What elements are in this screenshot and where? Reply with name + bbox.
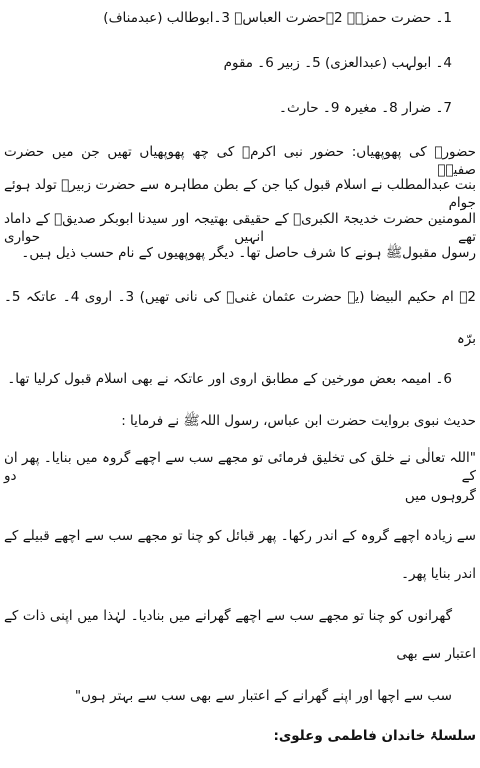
aunts-list-line-2: برّہ — [456, 331, 476, 347]
uncles-list-line-3: 7۔ ضرار 8۔ مغیرہ 9۔ حارث۔ — [279, 100, 452, 116]
hadith-intro: حدیث نبوی بروایت حضرت ابن عباس، رسول اللہﷺ نے فرمایا : — [121, 413, 476, 429]
hadith-line-6: اعتبار سے بھی — [396, 646, 476, 662]
hadith-line-2: گروہوں میں — [404, 488, 476, 504]
aunts-paragraph-line-4: رسول مقبولﷺ ہونے کا شرف حاصل تھا۔ دیگر پھوپھیوں کے نام حسب ذیل ہیں۔ — [21, 245, 476, 261]
section-heading: سلسلۂ خاندان فاطمی وعلوی: — [273, 728, 476, 744]
hadith-line-4: اندر بنایا پھر۔ — [401, 566, 476, 582]
aunts-paragraph-line-2: بنت عبدالمطلب نے اسلام قبول کیا جن کے بطن مطاہرہ سے حضرت زبیرؓ تولد ہوئے جوام — [4, 177, 476, 212]
uncles-list-line-2: 4۔ ابولہب (عبدالعزی) 5۔ زبیر 6۔ مقوم — [223, 55, 452, 71]
hadith-line-5: گھرانوں کو چنا تو مجھے سب سے اچھے گھرانے میں بنادیا۔ لہٰذا میں اپنی ذات کے — [4, 608, 452, 624]
hadith-line-7: سب سے اچھا اور اپنے گھرانے کے اعتبار سے بھی سب سے بہتر ہوں" — [74, 688, 452, 704]
hadith-line-3: سے زیادہ اچھے گروہ کے اندر رکھا۔ پھر قبائل کو چنا تو مجھے سب سے اچھے قبیلے کے — [4, 528, 476, 544]
aunts-list-line-1: 2۔ ام حکیم البیضا (یہ حضرت عثمان غنیؓ کی نانی تھیں) 3۔ اروی 4۔ عاتکہ 5۔ — [4, 289, 476, 305]
hadith-line-1: "اللہ تعالٰی نے خلق کی تخلیق فرمائی تو مجھے سب سے اچھے گروہ میں بنایا۔ پھر ان کے دو — [4, 450, 476, 485]
aunts-list-line-3: 6۔ امیمہ بعض مورخین کے مطابق اروی اور عاتکہ نے بھی اسلام قبول کرلیا تھا۔ — [7, 371, 452, 387]
uncles-list-line-1: 1۔ حضرت حمزہؓ 2۔حضرت العباسؓ 3۔ابوطالب (عبدمناف) — [103, 10, 452, 26]
aunts-paragraph-line-3: المومنین حضرت خدیجۃ الکبریؓ کے حقیقی بھتیجہ اور سیدنا ابوبکر صدیقؓ کے داماد تھے انہیں حواری — [4, 211, 476, 246]
aunts-paragraph-line-1: حضورﷺ کی پھوپھیاں: حضور نبی اکرمﷺ کی چھ پھوپھیاں تھیں جن میں حضرت صفیہؓ — [4, 144, 476, 179]
